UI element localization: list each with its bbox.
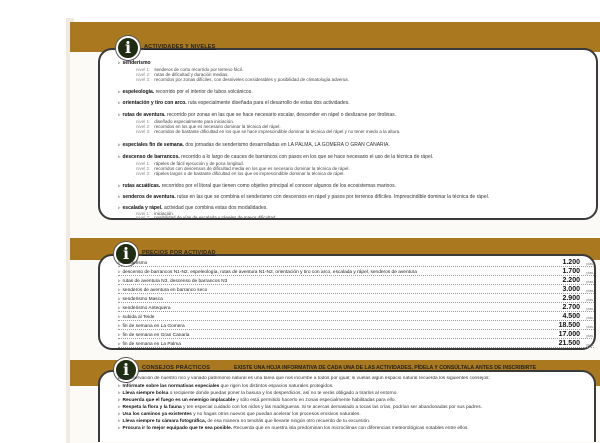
price-row: ▹ fin de semana en Gran Canaria 17.000 ptas. [118,331,594,338]
activity-level: nivel 1: senderos de corto recorrido por terreno fácil. [136,67,244,72]
price-value: 18.500 [558,322,580,329]
arrow-right-icon: ▹ [118,296,121,302]
activity-desc: dos jornadas de senderismo desarrolladas en LA PALMA, LA GOMERA O GRAN CANARIA. [185,142,390,148]
activity-item [118,154,594,160]
tips-intro: La conservación de nuestro rico y variado patrimonio natural es una tarea que nos incumbe a todos por igual; si vuelas algún espacio natural recuerda los siguientes consejos: [118,376,490,381]
price-row: ▹ senderismo 1.200 ptas. [118,259,594,266]
arrow-right-icon: ▹ [118,341,121,347]
activity-item [118,112,594,118]
activity-name: rutas de aventura. [122,112,166,118]
activity-level: nivel 1: iniciación. [136,211,175,216]
activity-name: descenso de barrancos. [122,154,180,160]
arrow-right-icon: ▹ [118,194,121,200]
tip-item: ▹ Respeta la flora y la fauna y ten especial cuidado con los nidos y las madrigueras. Si te acercas demasiado a tocas las crías, podrían ser abandonadas por sus padres. [118,404,482,410]
price-value: 1.200 [562,259,580,266]
info-icon: i [116,36,140,60]
price-row: ▹ senderos de aventura en barranco seco 3.000 ptas. [118,286,594,293]
activity-level: nivel 2: recorridos en los que es necesario dominar la técnica del rápel. [136,124,281,129]
activity-desc: rutas en las que se combina el senderismo con descensos en rápel y pasos por terrenos difíciles. Imprescindible dominar la técnica de rápel. [176,194,490,200]
arrow-right-icon: ▹ [118,100,121,106]
activity-item [118,60,594,66]
arrow-right-icon: ▹ [118,278,121,284]
tip-item: ▹ Infórmate sobre las normativas especiales que rigen los distintos espacios naturales protegidos. [118,383,334,389]
tips-note: EXISTE UNA HOJA INFORMATIVA DE CADA UNA DE LAS ACTIVIDADES, PÍDELA Y CONSÚLTALA ANTES DE INSCRIBIRTE [234,365,537,371]
arrow-right-icon: ▹ [118,154,121,160]
activity-level: nivel 2: rutas de dificultad y duración medias. [136,72,229,77]
price-value: 2.900 [562,295,580,302]
activity-name: espeleología. [122,89,155,95]
arrow-right-icon: ▹ [118,269,121,275]
tip-item: ▹ Lleva siempre bolsa o recipiente donde puedas poner la basura y los desperdicios, así no te verás obligado a tirarlos al entorno. [118,390,398,396]
activity-level: nivel 1: diseñado especialmente para iniciación. [136,119,235,124]
price-value: 3.000 [562,286,580,293]
activity-desc: ruta especialmente diseñada para el desarrollo de estas dos actividades. [188,100,350,106]
prices-title: PRECIOS POR ACTIVIDAD [142,250,216,256]
activity-name: rutas acuáticas. [122,183,161,189]
arrow-right-icon: ▹ [118,112,121,118]
price-row: ▹ senderismo Antequera 2.700 ptas. [118,304,594,311]
tip-item: ▹ Lleva siempre tu cámara fotográfica, de esa manera no tendrás que llevarte ningún otro recuerdo de tu excursión. [118,418,371,424]
arrow-right-icon: ▹ [118,60,121,66]
price-value: 1.700 [562,268,580,275]
arrow-right-icon: ▹ [118,418,121,424]
activity-item [118,100,594,106]
activity-desc: recorridos por el litoral que tienen como objetivo principal el conocer algunos de los ecosistemas marinos. [161,183,397,189]
arrow-right-icon: ▹ [118,390,121,396]
arrow-right-icon: ▹ [118,383,121,389]
activity-level: nivel 3: recorridos de bastante dificultad en los que se hace imprescindible dominar la técnica del rápel y no tener miedo a la altura. [136,129,401,134]
activity-item [118,89,594,95]
activity-level: nivel 3: recorridos por zonas difíciles, con desniveles considerables y posibilidad de climatología adversa. [136,77,349,82]
arrow-right-icon: ▹ [118,411,121,417]
tip-item: ▹ Procura ir lo mejor equipado que te sea posible. Recuerda que en nuestra isla predominan los microclimas con diferencias meteorológicas notables entre ellos. [118,425,469,431]
arrow-right-icon: ▹ [118,397,121,403]
price-value: 17.000 [558,331,580,338]
info-icon: i [114,242,138,266]
arrow-right-icon: ▹ [118,183,121,189]
activity-level: nivel 3: rápeles largos o de bastante dificultad en los que es imprescindible dominar la técnica de rápel. [136,171,345,176]
price-row: ▹ subida al Teide 4.500 ptas. [118,313,594,320]
arrow-right-icon: ▹ [118,404,121,410]
price-row: ▹ descenso de barrancos N1-N2, espeleología, rutas de aventura N1-N2, orientación y tiro con arco, escalada y rápel, senderos de aventura 1.700 ptas. [118,268,594,275]
price-row: ▹ senderismo Masca 2.900 ptas. [118,295,594,302]
arrow-right-icon: ▹ [118,314,121,320]
tip-item: ▹ Recuerda que el fuego es un enemigo implacable y sólo está permitido hacerlo en zonas especialmente habilitadas para ello. [118,397,396,403]
activity-name: senderismo [122,60,151,66]
price-row: ▹ rutas de aventura N3, descenso de barrancos N3 2.200 ptas. [118,277,594,284]
price-value: 4.500 [562,313,580,320]
activity-desc: actividad que combina estas dos modalidades. [163,205,268,211]
arrow-right-icon: ▹ [118,305,121,311]
arrow-right-icon: ▹ [118,425,121,431]
tip-item: ▹ Usa los caminos ya existentes y no hagas otros nuevos que puedan acelerar los procesos erosivos naturales. [118,411,361,417]
price-value: 21.500 [558,340,580,347]
activity-desc: recorrido por el interior de tubos volcánicos. [155,89,253,95]
activity-name: orientación y tiro con arco. [122,100,187,106]
activity-item [118,194,594,200]
arrow-right-icon: ▹ [118,205,121,211]
activity-name: senderos de aventura. [122,194,176,200]
activity-desc: recorrido por zonas en las que se hace necesario escalar, descender en rápel o deslizarse por tirolinas. [166,112,397,118]
price-row: ▹ fin de semana en La Gomera 18.500 ptas. [118,322,594,329]
activity-name: escalada y rápel. [122,205,163,211]
activity-desc: recorrido a lo largo de cauces de barrancos con pasos en los que se hace necesario el uso de la técnica de rápel. [181,154,434,160]
activity-name: especiales fin de semana. [122,142,184,148]
price-value: 2.700 [562,304,580,311]
arrow-right-icon: ▹ [118,323,121,329]
arrow-right-icon: ▹ [118,332,121,338]
info-icon: i [114,358,138,382]
arrow-right-icon: ▹ [118,142,121,148]
activity-item [118,142,594,148]
arrow-right-icon: ▹ [118,260,121,266]
activity-item [118,183,594,189]
price-value: 2.200 [562,277,580,284]
price-row: ▹ fin de semana en La Palma 21.500 ptas. [118,340,594,347]
activity-level: nivel 2: recorridos con descensos de dificultad media en los que es necesario dominar la técnica de rápel. [136,166,350,171]
activity-level: nivel 1: rápeles de fácil ejecución y de poca longitud. [136,161,244,166]
tips-title: CONSEJOS PRÁCTICOS [142,365,211,371]
arrow-right-icon: ▹ [118,287,121,293]
activities-title: ACTIVIDADES Y NIVELES [144,44,216,50]
activity-item [118,205,594,211]
arrow-right-icon: ▹ [118,89,121,95]
activity-level: nivel 2: posibilidad de vías de escalada y rápeles de mayor dificultad. [136,215,277,220]
